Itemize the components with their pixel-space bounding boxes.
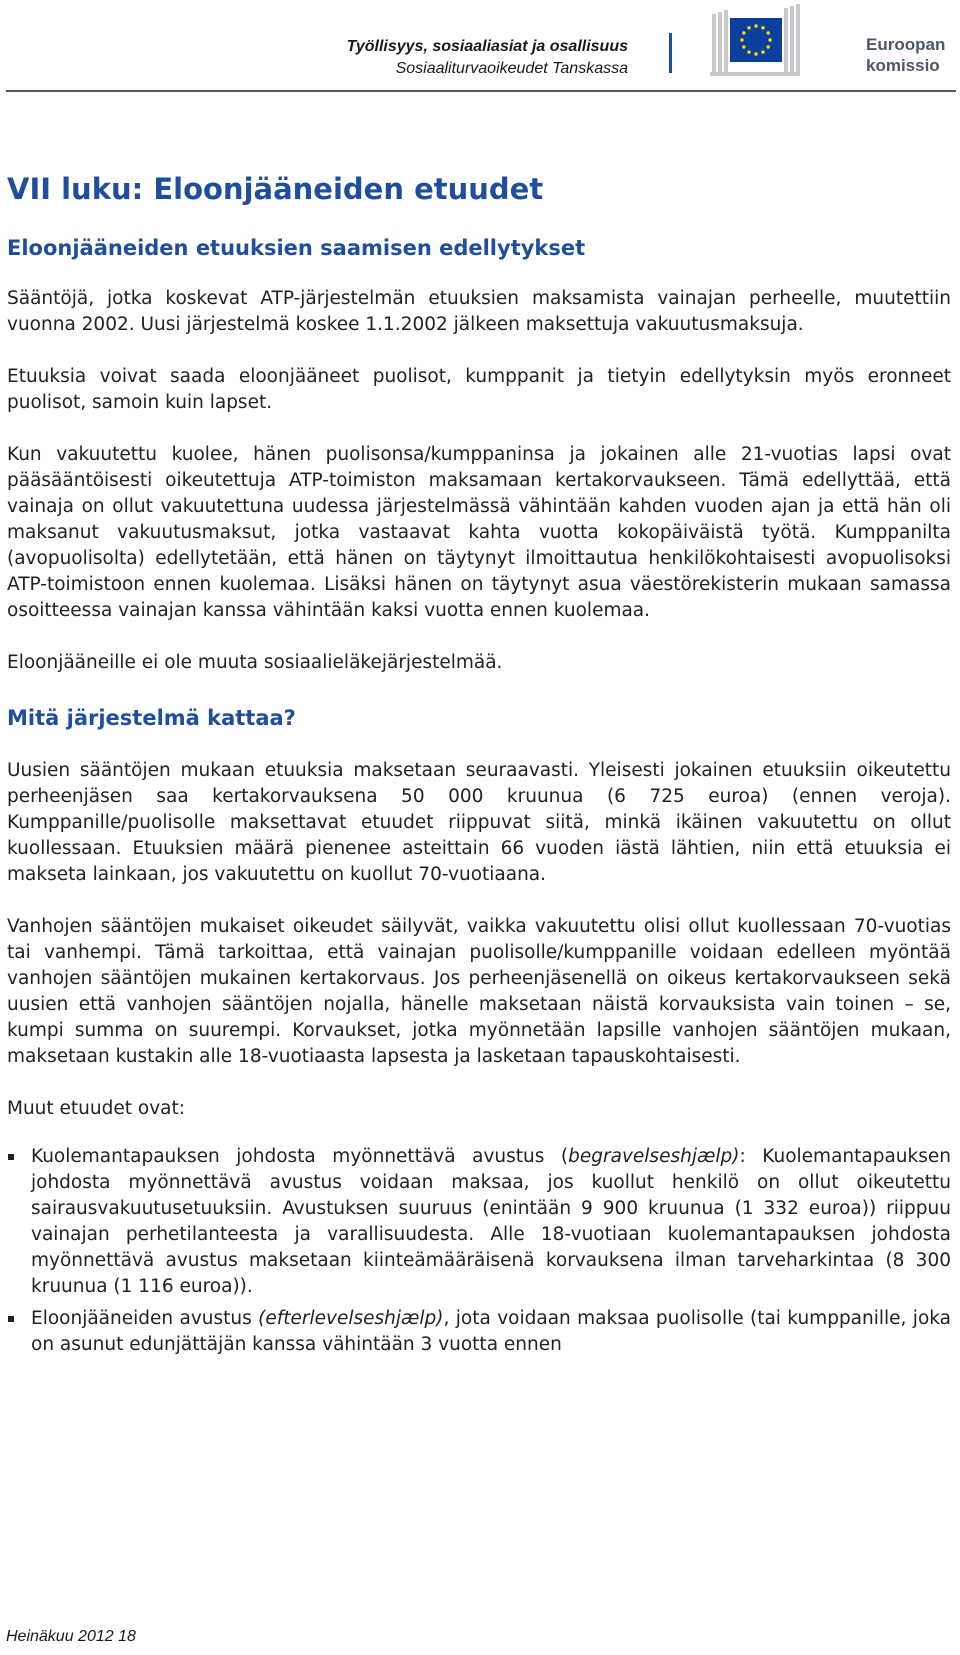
flag-star-icon <box>747 26 750 29</box>
paragraph: Muut etuudet ovat: <box>7 1098 185 1119</box>
paragraph: Vanhojen sääntöjen mukaiset oikeudet säilyvät, vaikka vakuutettu olisi ollut kuollessaan 70-vuotias tai vanhempi. Tämä tarkoittaa, että vainajan puolisolle/kumppanille voidaan edelleen myöntää vanhojen sääntöjen mukainen kertakorvaus. Jos perheenjäsenellä on oikeus kertakorvaukseen sekä uusien että vanhojen sääntöjen nojalla, hänelle maksetaan näistä korvauksista vain toinen – se, kumpi summa on suurempi. Korvaukset, jotka myönnetään lapsille vanhojen sääntöjen mukaan, maksetaan kustakin alle 18-vuotiaasta lapsesta ja lasketaan tapauskohtaisesti. <box>7 916 951 1067</box>
flag-star-icon <box>754 24 757 27</box>
european-commission-logo-icon <box>708 4 800 76</box>
page-header <box>0 0 960 95</box>
paragraph: Uusien sääntöjen mukaan etuuksia maksetaan seuraavasti. Yleisesti jokainen etuuksiin oikeutettu perheenjäsen saa kertakorvauksena 50 000 kruunua (6 725 euroa) (ennen veroja). Kumppanille/puolisolle maksettavat etuudet riippuvat siitä, minkä ikäinen vakuutettu on ollut kuollessaan. Etuuksien määrä pienenee asteittain 66 vuoden iästä lähtien, niin että etuuksia ei makseta lainkaan, jos vakuutettu on kuollut 70-vuotiaana. <box>7 760 951 885</box>
flag-star-icon <box>761 50 764 53</box>
flag-star-icon <box>768 38 771 41</box>
flag-star-icon <box>761 26 764 29</box>
department-line-2: Sosiaaliturvaoikeudet Tanskassa <box>395 60 628 77</box>
paragraph: Kun vakuutettu kuolee, hänen puolisonsa/kumppaninsa ja jokainen alle 21-vuotias lapsi ovat pääsääntöisesti oikeutettuja ATP-toimiston maksamaan kertakorvaukseen. Tämä edellyttää, että vainaja on ollut vakuutettuna uudessa järjestelmässä vähintään kahden vuoden ajan ja että hän oli maksanut vakuutusmaksut, jotka vastaavat kahta vuotta kokopäiväistä työtä. Kumppanilta (avopuolisolta) edellytetään, että hänen on täytynyt ilmoittautua henkilökohtaisesti avopuolisoksi ATP-toimistoon ennen kuolemaa. Lisäksi hänen on täytynyt asua väestörekisterin mukaan samassa osoitteessa vainajan kanssa vähintään kaksi vuotta ennen kuolemaa. <box>7 444 951 621</box>
paragraph: Sääntöjä, jotka koskevat ATP-järjestelmän etuuksien maksamista vainajan perheelle, muutettiin vuonna 2002. Uusi järjestelmä koskee 1.1.2002 jälkeen maksettuja vakuutusmaksuja. <box>7 288 951 335</box>
flag-star-icon <box>742 45 745 48</box>
flag-star-icon <box>747 50 750 53</box>
flag-star-icon <box>766 45 769 48</box>
paragraph: Eloonjääneille ei ole muuta sosiaalieläkejärjestelmää. <box>7 652 503 673</box>
header-divider <box>669 33 672 73</box>
flag-star-icon <box>754 52 757 55</box>
list-item: Kuolemantapauksen johdosta myönnettävä avustus (begravelseshjælp): Kuolemantapauksen johdosta myönnettävä avustus voidaan maksaa, jos kuollut henkilö on ollut oikeutettu sairausvakuutusetuuksiin. Avustuksen suuruus (enintään 9 900 kruunua (1 332 euroa)) riippuu vainajan perhetilanteesta ja varallisuudesta. Alle 18-vuotiaan kuolemantapauksen johdosta myönnettävä avustus maksetaan kiinteämääräisenä korvauksena ilman tarveharkintaa (8 300 kruunua (1 116 euroa)). <box>7 1144 951 1300</box>
flag-star-icon <box>742 31 745 34</box>
section-heading-eligibility: Eloonjääneiden etuuksien saamisen edellytykset <box>7 236 586 260</box>
flag-star-icon <box>766 31 769 34</box>
other-benefits-list <box>7 1144 951 1358</box>
wordmark-line-2: komissio <box>866 56 940 75</box>
document-body <box>7 170 951 1364</box>
department-line-1: Työllisyys, sosiaaliasiat ja osallisuus <box>346 38 628 55</box>
department-name <box>347 36 628 80</box>
header-rule <box>6 90 956 92</box>
section-heading-coverage: Mitä järjestelmä kattaa? <box>7 706 296 730</box>
list-item: Eloonjääneiden avustus (efterlevelseshjælp), jota voidaan maksaa puolisolle (tai kumppanille, joka on asunut edunjättäjän kanssa vähintään 3 vuotta ennen <box>7 1306 951 1358</box>
european-commission-wordmark <box>866 34 945 76</box>
chapter-title: VII luku: Eloonjääneiden etuudet <box>7 172 544 206</box>
wordmark-line-1: Euroopan <box>866 35 946 54</box>
paragraph: Etuuksia voivat saada eloonjääneet puolisot, kumppanit ja tietyin edellytyksin myös eronneet puolisot, samoin kuin lapset. <box>7 366 951 413</box>
flag-star-icon <box>740 38 743 41</box>
page-footer: Heinäkuu 2012 18 <box>6 1628 136 1645</box>
